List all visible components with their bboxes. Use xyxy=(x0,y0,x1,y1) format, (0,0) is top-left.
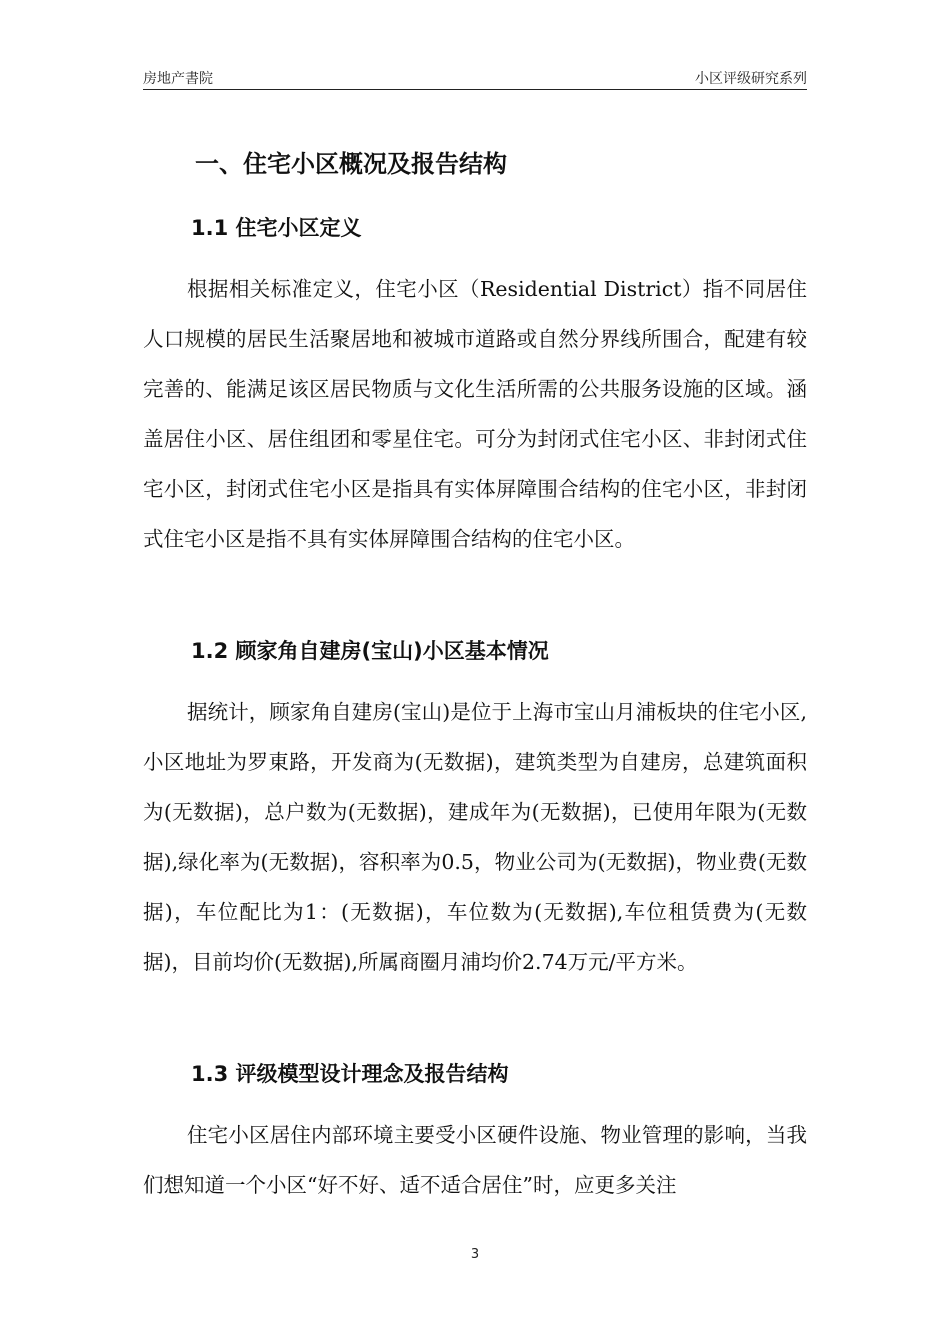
header-publisher: 房地产書院 xyxy=(143,71,213,87)
subsection-heading-1-2: 1.2 顾家角自建房(宝山)小区基本情况 xyxy=(191,639,549,663)
page-number: 3 xyxy=(470,1247,480,1262)
paragraph-model-design: 住宅小区居住内部环境主要受小区硬件设施、物业管理的影响，当我们想知道一个小区“好不好、适不适合居住”时，应更多关注 xyxy=(143,1123,807,1197)
paragraph-basic-info: 据统计，顾家角自建房(宝山)是位于上海市宝山月浦板块的住宅小区,小区地址为罗東路，开发商为(无数据)，建筑类型为自建房，总建筑面积为(无数据)，总户数为(无数据)，建成年为(无数据)，已使用年限为(无数据),绿化率为(无数据)，容积率为0.5，物业公司为(无数据)，物业费(无数据)，车位配比为1：(无数据)，车位数为(无数据),车位租赁费为(无数据)，目前均价(无数据),所属商圈月浦均价2.74万元/平方米。 xyxy=(143,700,807,974)
header-series-title: 小区评级研究系列 xyxy=(695,71,807,87)
header-rule xyxy=(143,89,807,90)
subsection-heading-1-1: 1.1 住宅小区定义 xyxy=(191,216,362,240)
section-heading: 一、住宅小区概况及报告结构 xyxy=(195,150,507,178)
paragraph-definition: 根据相关标准定义，住宅小区（Residential District）指不同居住人口规模的居民生活聚居地和被城市道路或自然分界线所围合，配建有较完善的、能满足该区居民物质与文化生活所需的公共服务设施的区域。涵盖居住小区、居住组团和零星住宅。可分为封闭式住宅小区、非封闭式住宅小区，封闭式住宅小区是指具有实体屏障围合结构的住宅小区，非封闭式住宅小区是指不具有实体屏障围合结构的住宅小区。 xyxy=(143,277,807,551)
page-header xyxy=(143,64,807,90)
subsection-heading-1-3: 1.3 评级模型设计理念及报告结构 xyxy=(191,1062,509,1086)
